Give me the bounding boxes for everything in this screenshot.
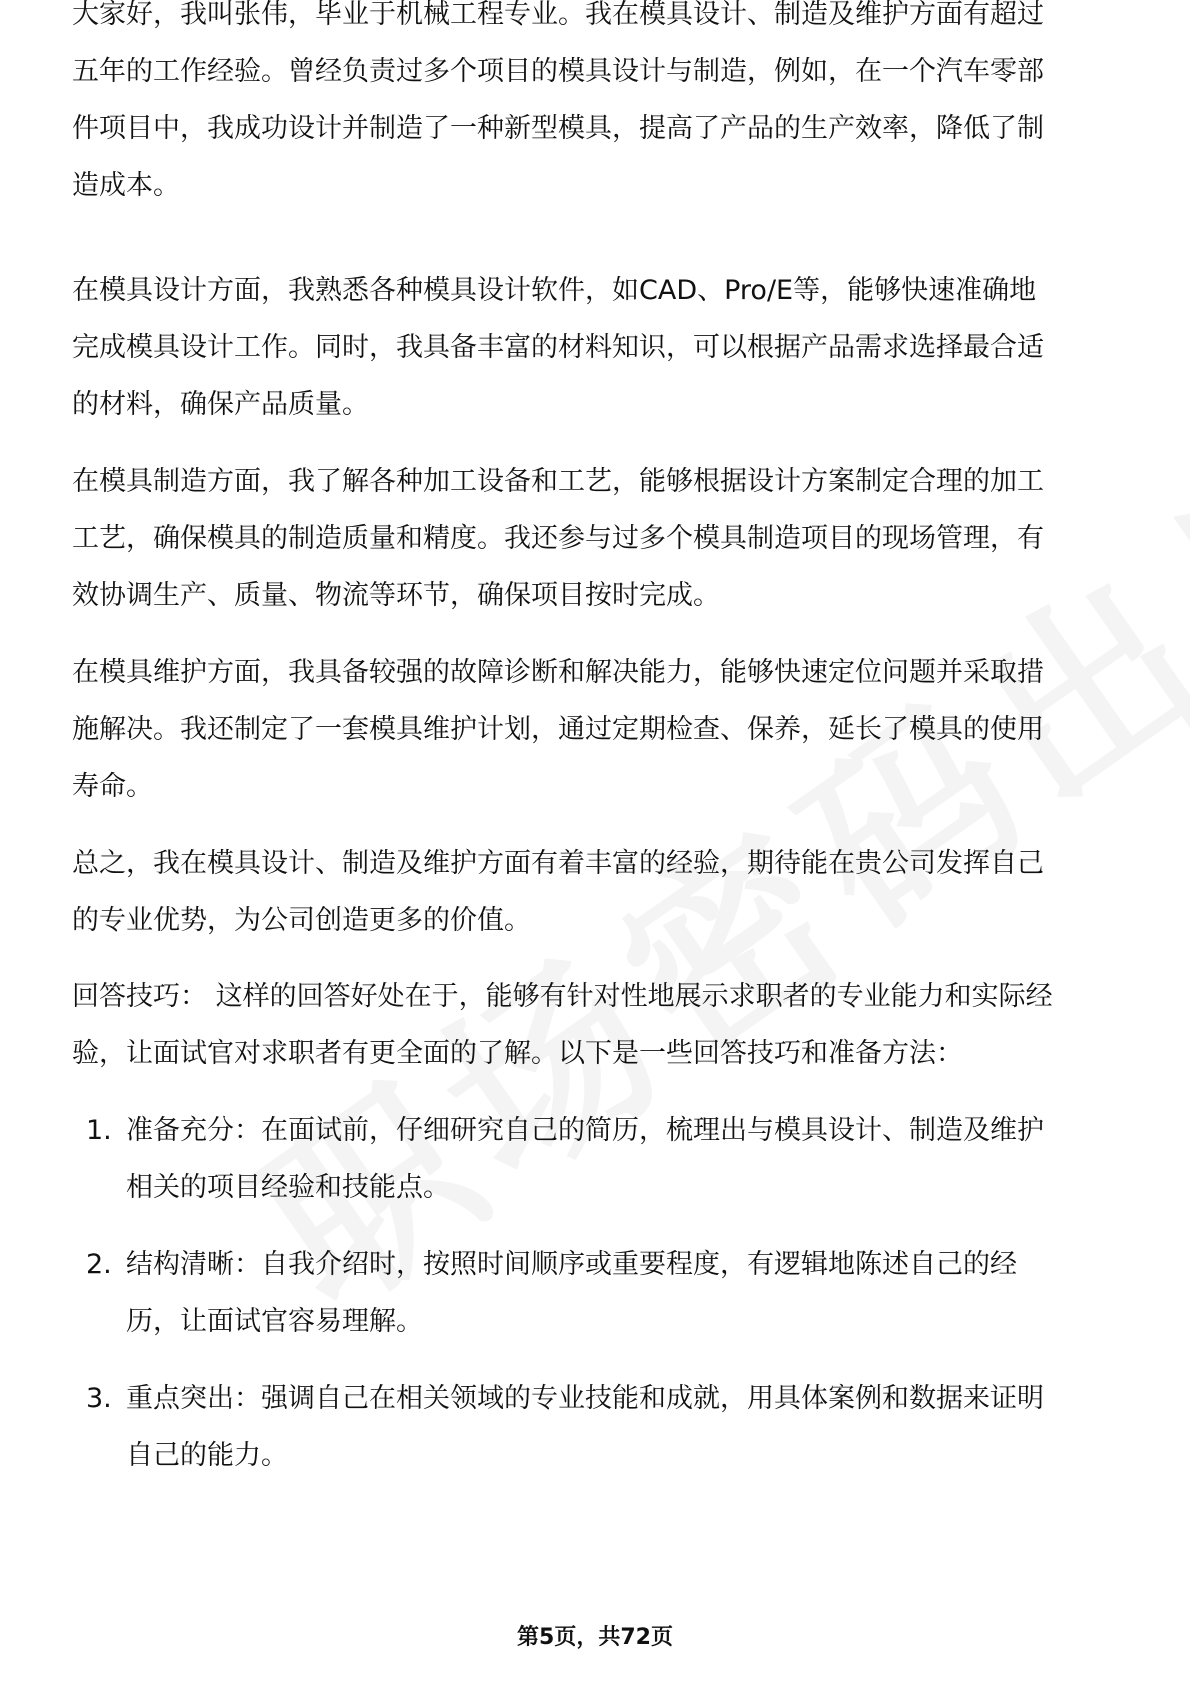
text-line: 在模具制造方面，我了解各种加工设备和工艺，能够根据设计方案制定合理的加工 [72,466,1044,497]
paragraph-summary [72,835,1132,949]
text-line: 五年的工作经验。曾经负责过多个项目的模具设计与制造，例如，在一个汽车零部 [72,56,1044,87]
page-number-footer: 第5页，共72页 [517,1625,673,1650]
text-line: 效协调生产、质量、物流等环节，确保项目按时完成。 [72,580,720,611]
list-number: 3. [86,1383,112,1414]
text-line: 总之，我在模具设计、制造及维护方面有着丰富的经验，期待能在贵公司发挥自己 [72,848,1044,879]
text-line: 结构清晰：自我介绍时，按照时间顺序或重要程度，有逻辑地陈述自己的经 [126,1249,1017,1280]
text-line: 完成模具设计工作。同时，我具备丰富的材料知识，可以根据产品需求选择最合适 [72,332,1044,363]
text-line: 重点突出：强调自己在相关领域的专业技能和成就，用具体案例和数据来证明 [126,1383,1044,1414]
list-text [126,1102,1126,1216]
paragraph-manufacturing [72,453,1132,624]
text-line: 自己的能力。 [126,1440,288,1471]
list-number: 1. [86,1115,112,1146]
list-text [126,1236,1126,1350]
text-line: 寿命。 [72,771,153,802]
text-line: 在模具设计方面，我熟悉各种模具设计软件，如CAD、Pro/E等，能够快速准确地 [72,275,1037,306]
text-line: 大家好，我叫张伟，毕业于机械工程专业。我在模具设计、制造及维护方面有超过 [72,0,1044,30]
text-line: 在模具维护方面，我具备较强的故障诊断和解决能力，能够快速定位问题并采取措 [72,657,1044,688]
paragraph-intro [72,0,1132,214]
text-line: 验，让面试官对求职者有更全面的了解。以下是一些回答技巧和准备方法： [72,1038,963,1069]
list-text [126,1370,1126,1484]
paragraph-design [72,262,1132,433]
text-line: 的材料，确保产品质量。 [72,389,369,420]
text-line: 历，让面试官容易理解。 [126,1306,423,1337]
paragraph-maintenance [72,644,1132,815]
text-line: 的专业优势，为公司创造更多的价值。 [72,905,531,936]
text-line: 相关的项目经验和技能点。 [126,1172,450,1203]
text-line: 工艺，确保模具的制造质量和精度。我还参与过多个模具制造项目的现场管理，有 [72,523,1044,554]
list-number: 2. [86,1249,112,1280]
text-line: 回答技巧： 这样的回答好处在于，能够有针对性地展示求职者的专业能力和实际经 [72,981,1053,1012]
text-line: 准备充分：在面试前，仔细研究自己的简历，梳理出与模具设计、制造及维护 [126,1115,1044,1146]
paragraph-tips [72,968,1132,1082]
text-line: 件项目中，我成功设计并制造了一种新型模具，提高了产品的生产效率，降低了制 [72,113,1044,144]
text-line: 施解决。我还制定了一套模具维护计划，通过定期检查、保养，延长了模具的使用 [72,714,1044,745]
text-line: 造成本。 [72,170,180,201]
